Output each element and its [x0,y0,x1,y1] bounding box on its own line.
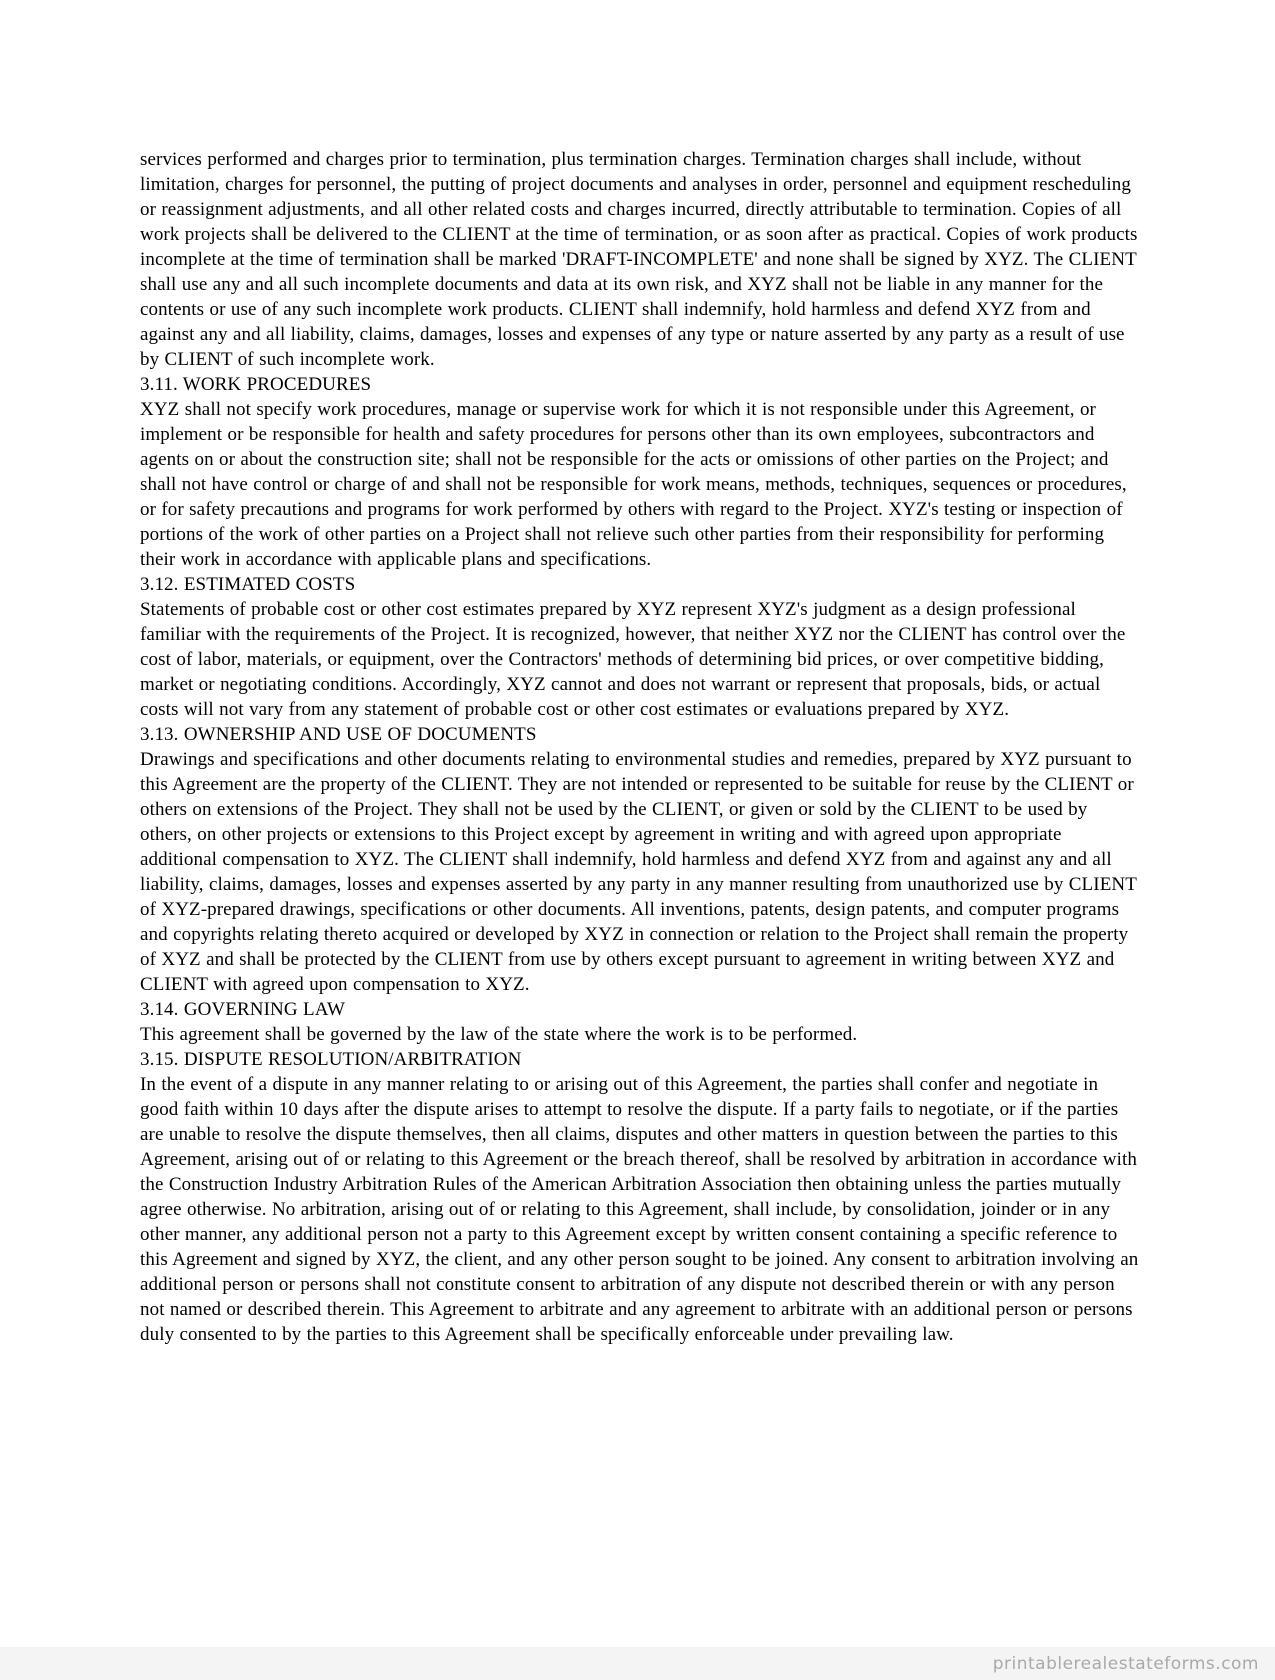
section-heading-3-14-governing-law: 3.14. GOVERNING LAW [140,999,346,1020]
section-heading-3-12-estimated-costs: 3.12. ESTIMATED COSTS [140,574,356,595]
section-heading-3-11-work-procedures: 3.11. WORK PROCEDURES [140,374,372,395]
paragraph-governing-law: This agreement shall be governed by the law of the state where the work is to be performed. [140,1024,858,1045]
section-heading-3-13-ownership-and-use-of-documents: 3.13. OWNERSHIP AND USE OF DOCUMENTS [140,724,537,745]
paragraph-estimated-costs: Statements of probable cost or other cost estimates prepared by XYZ represent XYZ's judgment as a design professional familiar with the requirements of the Project. It is recognized, however, that neither XYZ nor the CLIENT has control over the cost of labor, materials, or equipment, over the Contractors' methods of determining bid prices, or over competitive bidding, market or negotiating conditions. Accordingly, XYZ cannot and does not warrant or represent that proposals, bids, or actual costs will not vary from any statement of probable cost or other cost estimates or evaluations prepared by XYZ. [140,599,1126,720]
section-heading-3-15-dispute-resolution: 3.15. DISPUTE RESOLUTION/ARBITRATION [140,1049,522,1070]
paragraph-dispute-resolution: In the event of a dispute in any manner relating to or arising out of this Agreement, the parties shall confer and negotiate in good faith within 10 days after the dispute arises to attempt to resolve the dispute. If a party fails to negotiate, or if the parties are unable to resolve the dispute themselves, then all claims, disputes and other matters in question between the parties to this Agreement, arising out of or relating to this Agreement or the breach thereof, shall be resolved by arbitration in accordance with the Construction Industry Arbitration Rules of the American Arbitration Association then obtaining unless the parties mutually agree otherwise. No arbitration, arising out of or relating to this Agreement, shall include, by consolidation, joinder or in any other manner, any additional person not a party to this Agreement except by written consent containing a specific reference to this Agreement and signed by XYZ, the client, and any other person sought to be joined. Any consent to arbitration involving an additional person or persons shall not constitute consent to arbitration of any dispute not described therein or with any person not named or described therein. This Agreement to arbitrate and any agreement to arbitrate with an additional person or persons duly consented to by the parties to this Agreement shall be specifically enforceable under prevailing law. [140,1074,1139,1345]
paragraph-ownership-and-use: Drawings and specifications and other documents relating to environmental studies and remedies, prepared by XYZ pursuant to this Agreement are the property of the CLIENT. They are not intended or represented to be suitable for reuse by the CLIENT or others on extensions of the Project. They shall not be used by the CLIENT, or given or sold by the CLIENT to be used by others, on other projects or extensions to this Project except by agreement in writing and with agreed upon appropriate additional compensation to XYZ. The CLIENT shall indemnify, hold harmless and defend XYZ from and against any and all liability, claims, damages, losses and expenses asserted by any party in any manner resulting from unauthorized use by CLIENT of XYZ-prepared drawings, specifications or other documents. All inventions, patents, design patents, and computer programs and copyrights relating thereto acquired or developed by XYZ in connection or relation to the Project shall remain the property of XYZ and shall be protected by the CLIENT from use by others except pursuant to agreement in writing between XYZ and CLIENT with agreed upon compensation to XYZ. [140,749,1137,995]
contract-text-body [140,147,1140,1347]
paragraph-work-procedures: XYZ shall not specify work procedures, manage or supervise work for which it is not responsible under this Agreement, or implement or be responsible for health and safety procedures for persons other than its own employees, subcontractors and agents on or about the construction site; shall not be responsible for the acts or omissions of other parties on the Project; and shall not have control or charge of and shall not be responsible for work means, methods, techniques, sequences or procedures, or for safety precautions and programs for work performed by others with regard to the Project. XYZ's testing or inspection of portions of the work of other parties on a Project shall not relieve such other parties from their responsibility for performing their work in accordance with applicable plans and specifications. [140,399,1127,570]
watermark-text: printablerealestateforms.com [992,1653,1259,1674]
footer-watermark-bar [0,1647,1275,1680]
paragraph-termination-charges: services performed and charges prior to termination, plus termination charges. Termination charges shall include, without limitation, charges for personnel, the putting of project documents and analyses in order, personnel and equipment rescheduling or reassignment adjustments, and all other related costs and charges incurred, directly attributable to termination. Copies of all work projects shall be delivered to the CLIENT at the time of termination, or as soon after as practical. Copies of work products incomplete at the time of termination shall be marked 'DRAFT-INCOMPLETE' and none shall be signed by XYZ. The CLIENT shall use any and all such incomplete documents and data at its own risk, and XYZ shall not be liable in any manner for the contents or use of any such incomplete work products. CLIENT shall indemnify, hold harmless and defend XYZ from and against any and all liability, claims, damages, losses and expenses of any type or nature asserted by any party as a result of use by CLIENT of such incomplete work. [140,149,1138,370]
